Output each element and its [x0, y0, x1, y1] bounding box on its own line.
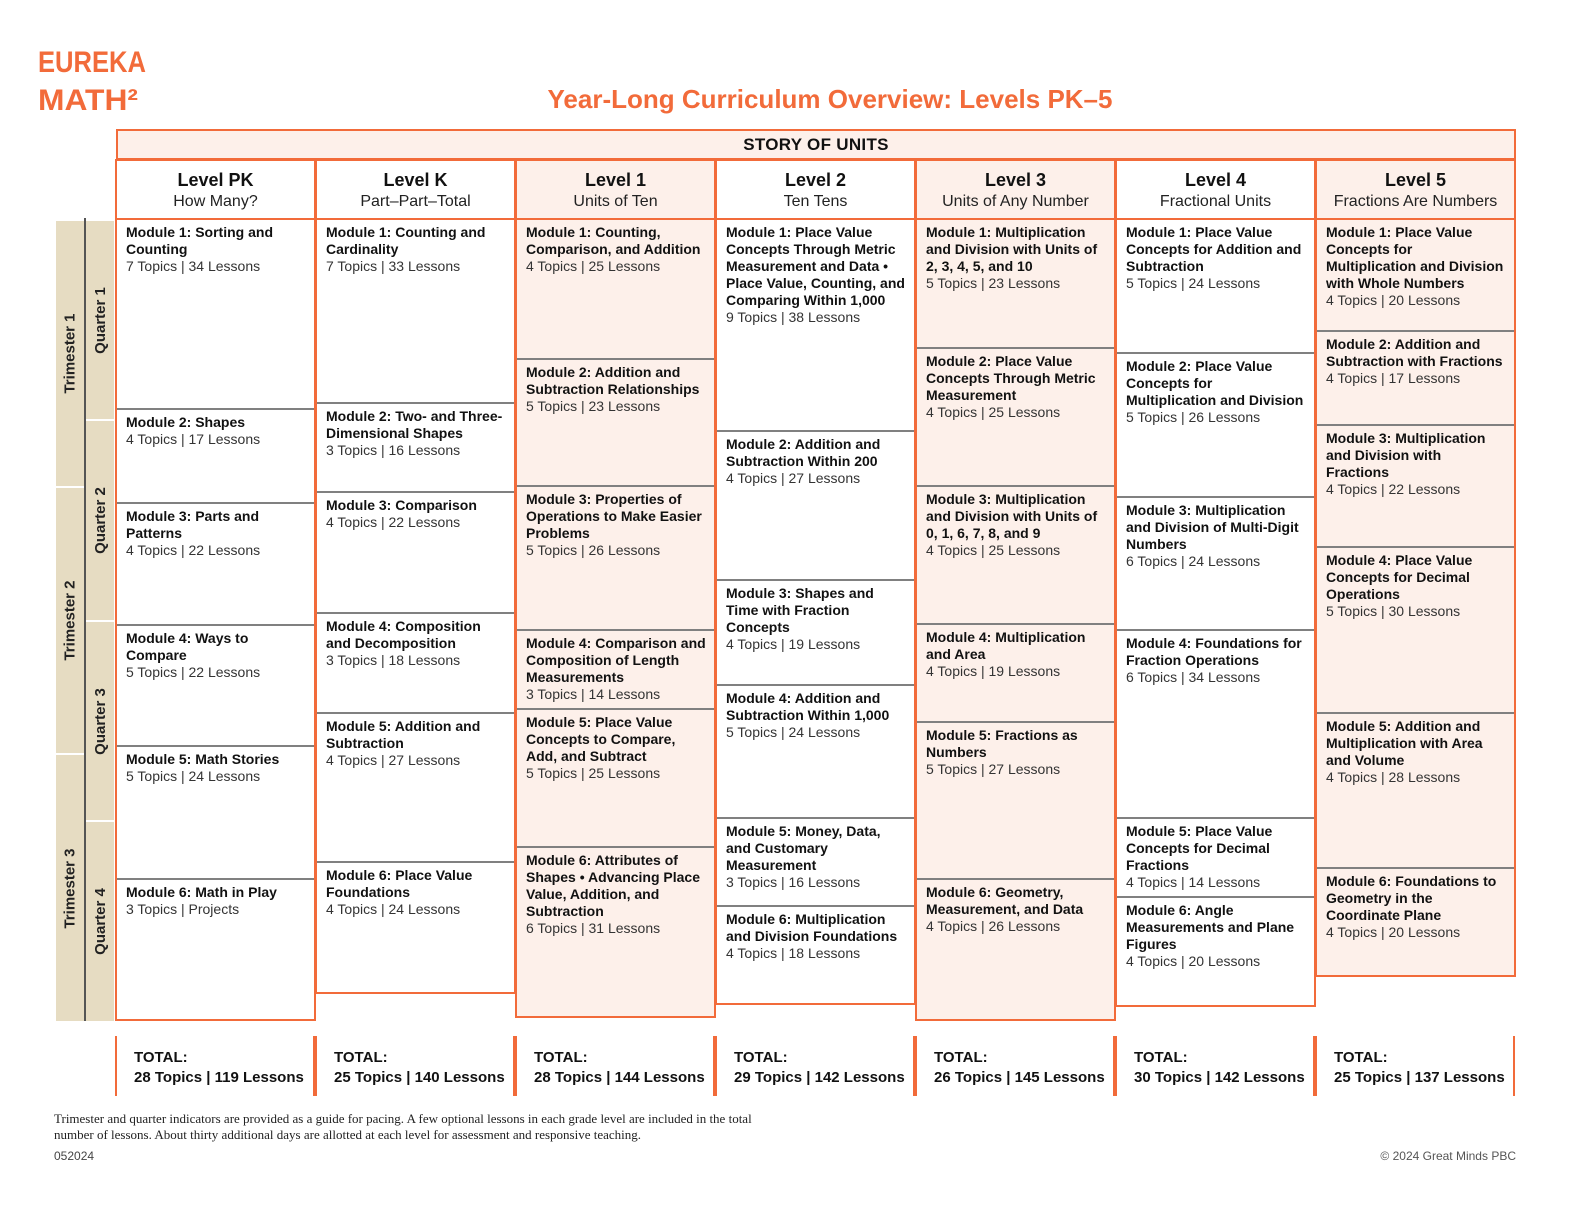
- module-title: Module 1: Place Value Concepts for Addition and Subtraction: [1126, 224, 1302, 274]
- total-value: 25 Topics | 140 Lessons: [334, 1069, 505, 1086]
- module-title: Module 6: Foundations to Geometry in the Coordinate Plane: [1326, 873, 1497, 923]
- module-title: Module 5: Addition and Subtraction: [326, 718, 481, 751]
- module-cell: [1117, 629, 1314, 817]
- level-subtitle: Fractional Units: [1159, 193, 1272, 210]
- module-list: [117, 220, 314, 1019]
- level-total: [515, 1036, 715, 1096]
- module-topics-lessons: 4 Topics | 18 Lessons: [726, 945, 861, 961]
- level-total: [1115, 1036, 1315, 1096]
- module-topics-lessons: 5 Topics | 24 Lessons: [126, 768, 261, 784]
- module-cell: [517, 485, 714, 629]
- module-title: Module 2: Place Value Concepts Through Metric Measurement: [926, 353, 1096, 403]
- total-label: TOTAL:: [534, 1049, 588, 1066]
- module-title: Module 5: Place Value Concepts to Compare, Add, and Subtract: [526, 714, 676, 764]
- level-column: [715, 159, 916, 1005]
- module-list: [1317, 220, 1514, 975]
- module-topics-lessons: 4 Topics | 24 Lessons: [326, 901, 461, 917]
- module-topics-lessons: 4 Topics | 14 Lessons: [1126, 874, 1261, 890]
- level-subtitle: How Many?: [173, 193, 258, 210]
- module-title: Module 4: Comparison and Composition of Length Measurements: [526, 635, 706, 685]
- module-topics-lessons: 5 Topics | 23 Lessons: [926, 275, 1061, 291]
- module-topics-lessons: 5 Topics | 30 Lessons: [1326, 603, 1461, 619]
- module-cell: [517, 708, 714, 846]
- level-name: Level 1: [584, 170, 647, 190]
- quarter-indicator: [86, 419, 114, 620]
- module-cell: [1317, 546, 1514, 712]
- trimester-label: Trimester 2: [61, 580, 79, 661]
- module-topics-lessons: 4 Topics | 22 Lessons: [1326, 481, 1461, 497]
- level-subtitle: Ten Tens: [783, 193, 848, 210]
- level-column: [115, 159, 316, 1021]
- module-topics-lessons: 4 Topics | 27 Lessons: [326, 752, 461, 768]
- module-title: Module 6: Geometry, Measurement, and Data: [926, 884, 1084, 917]
- module-title: Module 3: Parts and Patterns: [126, 508, 260, 541]
- module-topics-lessons: 4 Topics | 20 Lessons: [1326, 292, 1461, 308]
- module-title: Module 1: Sorting and Counting: [126, 224, 273, 257]
- module-title: Module 4: Addition and Subtraction Within 1,000: [726, 690, 890, 723]
- module-topics-lessons: 4 Topics | 17 Lessons: [1326, 370, 1461, 386]
- module-cell: [1317, 220, 1514, 330]
- quarter-label: Quarter 1: [91, 286, 109, 354]
- module-topics-lessons: 4 Topics | 26 Lessons: [926, 918, 1061, 934]
- total-value: 28 Topics | 144 Lessons: [534, 1069, 705, 1086]
- module-title: Module 4: Ways to Compare: [126, 630, 249, 663]
- module-list: [717, 220, 914, 1003]
- total-label: TOTAL:: [1334, 1049, 1388, 1066]
- module-cell: [117, 878, 314, 1021]
- level-header: [1317, 161, 1514, 220]
- module-cell: [517, 846, 714, 1018]
- level-header: [317, 161, 514, 220]
- module-cell: [917, 623, 1114, 721]
- level-name: Level 5: [1384, 170, 1447, 190]
- quarter-indicator: [86, 620, 114, 820]
- module-topics-lessons: 4 Topics | 28 Lessons: [1326, 769, 1461, 785]
- level-column: [1315, 159, 1516, 977]
- module-topics-lessons: 4 Topics | 25 Lessons: [526, 258, 661, 274]
- page-title: Year-Long Curriculum Overview: Levels PK–5: [547, 84, 1113, 114]
- copyright: © 2024 Great Minds PBC: [1380, 1149, 1516, 1163]
- module-topics-lessons: 4 Topics | 22 Lessons: [126, 542, 261, 558]
- module-topics-lessons: 5 Topics | 24 Lessons: [726, 724, 861, 740]
- module-title: Module 6: Math in Play: [126, 884, 277, 900]
- total-label: TOTAL:: [1134, 1049, 1188, 1066]
- level-name: Level 3: [984, 170, 1047, 190]
- module-cell: [117, 220, 314, 408]
- module-title: Module 5: Place Value Concepts for Decimal Fractions: [1126, 823, 1273, 873]
- module-cell: [1117, 220, 1314, 352]
- total-value: 26 Topics | 145 Lessons: [934, 1069, 1105, 1086]
- level-header: [917, 161, 1114, 220]
- total-value: 28 Topics | 119 Lessons: [134, 1069, 304, 1086]
- trimester-indicator: [56, 219, 84, 486]
- level-name: Level PK: [177, 170, 254, 190]
- module-cell: [517, 220, 714, 358]
- module-topics-lessons: 6 Topics | 24 Lessons: [1126, 553, 1261, 569]
- module-cell: [917, 721, 1114, 878]
- level-total: [115, 1036, 315, 1096]
- module-title: Module 1: Counting and Cardinality: [326, 224, 486, 257]
- module-cell: [1317, 867, 1514, 977]
- module-cell: [1117, 496, 1314, 629]
- module-topics-lessons: 4 Topics | 17 Lessons: [126, 431, 261, 447]
- total-label: TOTAL:: [734, 1049, 788, 1066]
- module-cell: [1317, 424, 1514, 546]
- document-code: 052024: [54, 1149, 95, 1163]
- module-title: Module 4: Composition and Decomposition: [326, 618, 481, 651]
- trimester-label: Trimester 3: [61, 847, 79, 929]
- module-title: Module 3: Shapes and Time with Fraction Concepts: [726, 585, 874, 635]
- module-cell: [717, 220, 914, 430]
- module-cell: [1117, 817, 1314, 896]
- total-label: TOTAL:: [934, 1049, 988, 1066]
- module-title: Module 4: Multiplication and Area: [926, 629, 1086, 662]
- svg-text:EUREKA: EUREKA: [38, 46, 146, 79]
- eureka-math-logo: [38, 40, 178, 116]
- level-name: Level K: [383, 170, 448, 190]
- module-cell: [317, 491, 514, 612]
- module-title: Module 2: Two- and Three-Dimensional Shapes: [326, 408, 503, 441]
- module-cell: [917, 878, 1114, 1021]
- story-of-units-header: STORY OF UNITS: [116, 129, 1516, 159]
- module-topics-lessons: 5 Topics | 26 Lessons: [1126, 409, 1261, 425]
- total-value: 30 Topics | 142 Lessons: [1134, 1069, 1305, 1086]
- module-cell: [717, 684, 914, 817]
- level-name: Level 4: [1184, 170, 1247, 190]
- module-cell: [117, 408, 314, 502]
- module-cell: [1117, 896, 1314, 1007]
- level-column: [915, 159, 1116, 1021]
- module-list: [917, 220, 1114, 1019]
- module-topics-lessons: 6 Topics | 34 Lessons: [1126, 669, 1261, 685]
- module-topics-lessons: 7 Topics | 33 Lessons: [326, 258, 461, 274]
- module-title: Module 4: Place Value Concepts for Decimal Operations: [1326, 552, 1473, 602]
- level-subtitle: Units of Any Number: [942, 193, 1089, 210]
- module-topics-lessons: 5 Topics | 22 Lessons: [126, 664, 261, 680]
- module-cell: [317, 402, 514, 491]
- module-title: Module 2: Place Value Concepts for Multiplication and Division: [1126, 358, 1304, 408]
- module-title: Module 6: Place Value Foundations: [326, 867, 473, 900]
- module-cell: [717, 430, 914, 579]
- module-cell: [117, 745, 314, 878]
- level-subtitle: Units of Ten: [573, 193, 658, 210]
- module-topics-lessons: 5 Topics | 24 Lessons: [1126, 275, 1261, 291]
- level-subtitle: Fractions Are Numbers: [1333, 193, 1498, 210]
- module-cell: [317, 220, 514, 402]
- module-title: Module 1: Multiplication and Division with Units of 2, 3, 4, 5, and 10: [926, 224, 1098, 274]
- module-topics-lessons: 3 Topics | 14 Lessons: [526, 686, 661, 702]
- level-column: [1115, 159, 1316, 1007]
- module-title: Module 6: Angle Measurements and Plane Figures: [1126, 902, 1295, 952]
- level-header: [1117, 161, 1314, 220]
- module-topics-lessons: 3 Topics | 16 Lessons: [326, 442, 461, 458]
- trimester-indicator: [56, 753, 84, 1021]
- level-total: [715, 1036, 915, 1096]
- quarter-indicator: [86, 820, 114, 1021]
- quarter-label: Quarter 2: [91, 487, 109, 554]
- module-topics-lessons: 5 Topics | 23 Lessons: [526, 398, 661, 414]
- module-cell: [917, 485, 1114, 623]
- module-title: Module 1: Place Value Concepts for Multiplication and Division with Whole Numbers: [1326, 224, 1504, 291]
- level-header: [517, 161, 714, 220]
- module-topics-lessons: 4 Topics | 19 Lessons: [726, 636, 861, 652]
- level-header: [117, 161, 314, 220]
- level-total: [1315, 1036, 1515, 1096]
- module-title: Module 5: Addition and Multiplication with Area and Volume: [1326, 718, 1483, 768]
- module-topics-lessons: 3 Topics | 18 Lessons: [326, 652, 461, 668]
- module-cell: [917, 220, 1114, 347]
- level-name: Level 2: [784, 170, 847, 190]
- module-cell: [117, 624, 314, 745]
- module-title: Module 5: Fractions as Numbers: [926, 727, 1078, 760]
- total-value: 25 Topics | 137 Lessons: [1334, 1069, 1505, 1086]
- module-list: [317, 220, 514, 992]
- module-topics-lessons: 5 Topics | 25 Lessons: [526, 765, 661, 781]
- module-cell: [917, 347, 1114, 485]
- module-title: Module 3: Multiplication and Division with Units of 0, 1, 6, 7, 8, and 9: [926, 491, 1098, 541]
- module-list: [1117, 220, 1314, 1005]
- module-title: Module 2: Addition and Subtraction Within 200: [726, 436, 881, 469]
- module-title: Module 3: Multiplication and Division of Multi-Digit Numbers: [1126, 502, 1299, 552]
- module-list: [517, 220, 714, 1016]
- module-topics-lessons: 3 Topics | Projects: [126, 901, 240, 917]
- quarter-label: Quarter 4: [91, 888, 109, 955]
- level-total: [315, 1036, 515, 1096]
- module-cell: [717, 817, 914, 905]
- module-topics-lessons: 4 Topics | 22 Lessons: [326, 514, 461, 530]
- module-topics-lessons: 3 Topics | 16 Lessons: [726, 874, 861, 890]
- module-cell: [1317, 712, 1514, 867]
- module-cell: [1117, 352, 1314, 496]
- module-topics-lessons: 6 Topics | 31 Lessons: [526, 920, 661, 936]
- module-topics-lessons: 4 Topics | 20 Lessons: [1326, 924, 1461, 940]
- quarter-label: Quarter 3: [91, 687, 109, 755]
- module-cell: [1317, 330, 1514, 424]
- module-topics-lessons: 5 Topics | 26 Lessons: [526, 542, 661, 558]
- level-total: [915, 1036, 1115, 1096]
- module-topics-lessons: 4 Topics | 25 Lessons: [926, 404, 1061, 420]
- total-value: 29 Topics | 142 Lessons: [734, 1069, 905, 1086]
- module-cell: [717, 579, 914, 684]
- module-title: Module 2: Addition and Subtraction with Fractions: [1326, 336, 1503, 369]
- quarter-indicator: [86, 219, 114, 419]
- module-title: Module 4: Foundations for Fraction Operations: [1126, 635, 1302, 668]
- level-column: [315, 159, 516, 994]
- module-title: Module 3: Multiplication and Division with Fractions: [1326, 430, 1486, 480]
- module-title: Module 3: Properties of Operations to Make Easier Problems: [526, 491, 702, 541]
- svg-text:MATH²: MATH²: [38, 84, 138, 116]
- module-title: Module 2: Addition and Subtraction Relationships: [526, 364, 700, 397]
- module-cell: [317, 612, 514, 712]
- level-header: [717, 161, 914, 220]
- module-title: Module 2: Shapes: [126, 414, 246, 430]
- module-title: Module 5: Money, Data, and Customary Measurement: [726, 823, 881, 873]
- module-title: Module 1: Place Value Concepts Through Metric Measurement and Data • Place Value, Counting, and Comparing Within 1,000: [726, 224, 905, 308]
- module-title: Module 1: Counting, Comparison, and Addition: [526, 224, 701, 257]
- trimester-indicator: [56, 486, 84, 753]
- module-title: Module 3: Comparison: [326, 497, 477, 513]
- level-column: [515, 159, 716, 1018]
- module-cell: [117, 502, 314, 624]
- module-topics-lessons: 7 Topics | 34 Lessons: [126, 258, 261, 274]
- module-title: Module 6: Attributes of Shapes • Advancing Place Value, Addition, and Subtraction: [526, 852, 701, 919]
- module-topics-lessons: 4 Topics | 27 Lessons: [726, 470, 861, 486]
- footnote: Trimester and quarter indicators are provided as a guide for pacing. A few optional lessons in each grade level are included in the total number of lessons. About thirty additional days are allotted at each level for assessment and responsive teaching.: [54, 1111, 752, 1142]
- module-topics-lessons: 4 Topics | 19 Lessons: [926, 663, 1061, 679]
- module-title: Module 6: Multiplication and Division Foundations: [726, 911, 898, 944]
- module-topics-lessons: 9 Topics | 38 Lessons: [726, 309, 861, 325]
- module-cell: [317, 861, 514, 994]
- module-cell: [517, 629, 714, 708]
- module-topics-lessons: 4 Topics | 20 Lessons: [1126, 953, 1261, 969]
- module-cell: [517, 358, 714, 485]
- level-subtitle: Part–Part–Total: [360, 193, 471, 210]
- module-title: Module 5: Math Stories: [126, 751, 280, 767]
- module-cell: [717, 905, 914, 1005]
- trimester-label: Trimester 1: [61, 313, 79, 394]
- total-label: TOTAL:: [334, 1049, 388, 1066]
- module-cell: [317, 712, 514, 861]
- module-topics-lessons: 5 Topics | 27 Lessons: [926, 761, 1061, 777]
- total-label: TOTAL:: [134, 1049, 188, 1066]
- module-topics-lessons: 4 Topics | 25 Lessons: [926, 542, 1061, 558]
